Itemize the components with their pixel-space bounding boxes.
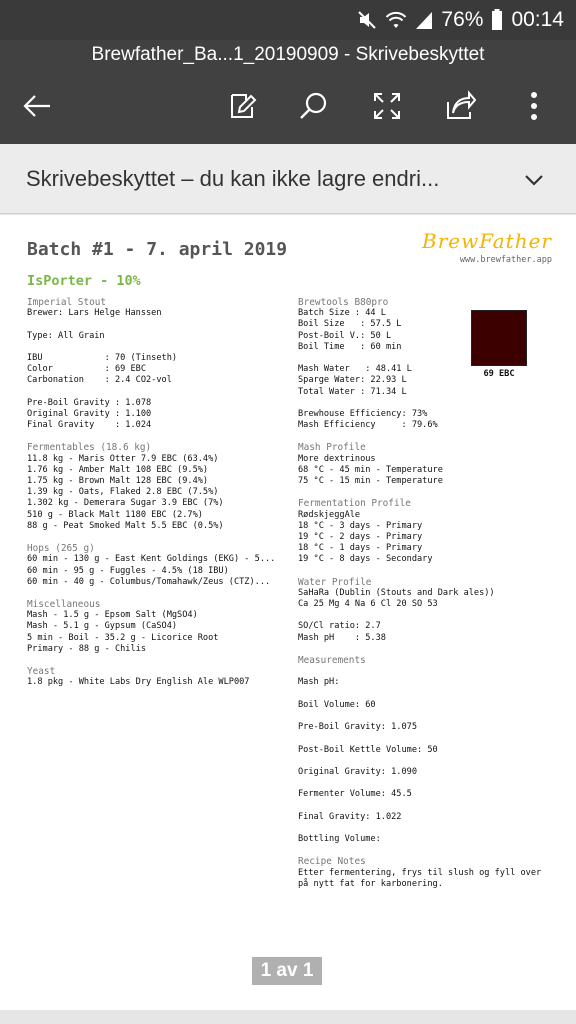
text-line: Type: All Grain	[27, 330, 105, 341]
text-line: Original Gravity : 1.100	[27, 408, 152, 419]
banner-expand-button[interactable]	[522, 168, 546, 192]
recipe-details-column	[27, 297, 275, 689]
search-icon	[297, 90, 329, 122]
edit-button[interactable]	[222, 86, 262, 126]
text-line: Fermenter Volume: 45.5	[298, 789, 412, 800]
text-line: 60 min - 95 g - Fuggles - 4.5% (18 IBU)	[27, 565, 229, 576]
text-line: 18 °C - 3 days - Primary	[298, 520, 423, 531]
back-button[interactable]	[17, 86, 57, 126]
spacer	[298, 823, 541, 834]
status-icons	[357, 6, 564, 34]
fullscreen-button[interactable]	[367, 86, 407, 126]
spacer	[298, 845, 541, 856]
text-line: 11.8 kg - Maris Otter 7.9 EBC (63.4%)	[27, 453, 219, 464]
text-line: Carbonation : 2.4 CO2-vol	[27, 375, 172, 386]
text-line: 19 °C - 2 days - Primary	[298, 531, 423, 542]
status-bar	[0, 0, 576, 40]
text-line: Color : 69 EBC	[27, 364, 146, 375]
brewfather-logo	[422, 229, 552, 265]
spacer	[298, 756, 541, 767]
app-bar	[0, 40, 576, 144]
text-line: Brewhouse Efficiency: 73%	[298, 408, 428, 419]
spacer	[298, 800, 541, 811]
spacer	[298, 644, 541, 655]
text-line: Boil Size : 57.5 L	[298, 319, 402, 330]
more-vert-icon	[529, 91, 539, 121]
text-line: Pre-Boil Gravity: 1.075	[298, 722, 417, 733]
text-line: 1.75 kg - Brown Malt 128 EBC (9.4%)	[27, 476, 209, 486]
chevron-down-icon	[522, 168, 546, 192]
spacer	[298, 778, 541, 789]
text-line: Brewer: Lars Helge Hanssen	[27, 308, 162, 319]
text-line: 60 min - 130 g - East Kent Goldings (EKG) - 5...	[27, 554, 276, 565]
text-line: Mash Water : 48.41 L	[298, 364, 412, 375]
edit-icon	[226, 90, 258, 122]
text-line: RødskjeggAle	[298, 509, 361, 520]
battery-icon	[491, 9, 503, 31]
text-line: Batch Size : 44 L	[298, 308, 386, 319]
text-line: Final Gravity: 1.022	[298, 811, 402, 822]
color-swatch	[471, 310, 527, 366]
text-line: Ca 25 Mg 4 Na 6 Cl 20 SO 53	[298, 599, 438, 610]
bottom-area	[0, 1010, 576, 1024]
expand-icon	[372, 91, 402, 121]
more-options-button[interactable]	[514, 86, 554, 126]
spacer	[298, 733, 541, 744]
spacer	[298, 566, 541, 577]
spacer	[298, 487, 541, 498]
text-line: 75 °C - 15 min - Temperature	[298, 476, 443, 486]
section-heading: Mash Profile	[298, 442, 366, 454]
text-line: IBU : 70 (Tinseth)	[27, 352, 178, 363]
text-line: 88 g - Peat Smoked Malt 5.5 EBC (0.5%)	[27, 520, 224, 531]
search-button[interactable]	[293, 86, 333, 126]
spacer	[27, 342, 275, 353]
equipment-details-column	[298, 297, 541, 890]
text-line: More dextrinous	[298, 453, 376, 464]
spacer	[298, 610, 541, 621]
text-line: Etter fermentering, frys til slush og fyll over	[298, 867, 542, 878]
spacer	[27, 319, 275, 330]
text-line: Post-Boil Kettle Volume: 50	[298, 744, 438, 755]
spacer	[298, 398, 541, 409]
section-heading: Hops (265 g)	[27, 543, 95, 555]
text-line: Boil Time : 60 min	[298, 341, 402, 352]
section-heading: Imperial Stout	[27, 297, 107, 308]
spacer	[298, 711, 541, 722]
document-page[interactable]	[0, 215, 576, 1010]
section-heading: Miscellaneous	[27, 599, 101, 611]
text-line: 1.8 pkg - White Labs Dry English Ale WLP007	[27, 677, 250, 688]
wifi-icon	[385, 10, 407, 30]
text-line: Original Gravity: 1.090	[298, 766, 417, 777]
read-only-banner[interactable]	[0, 144, 576, 214]
section-heading: Yeast	[27, 666, 56, 678]
document-title: Brewfather_Ba...1_20190909 - Skrivebeskyttet	[91, 44, 485, 65]
page-indicator: 1 av 1	[252, 957, 322, 985]
text-line: 68 °C - 45 min - Temperature	[298, 464, 443, 475]
text-line: Mash - 1.5 g - Epsom Salt (MgSO4)	[27, 610, 198, 621]
text-line: 1.302 kg - Demerara Sugar 3.9 EBC (7%)	[27, 498, 224, 509]
spacer	[298, 666, 541, 677]
section-heading: Measurements	[298, 655, 366, 666]
spacer	[27, 431, 275, 442]
text-line: Sparge Water: 22.93 L	[298, 375, 407, 386]
text-line: 18 °C - 1 days - Primary	[298, 543, 423, 554]
text-line: Total Water : 71.34 L	[298, 386, 407, 397]
banner-text: Skrivebeskyttet – du kan ikke lagre endri...	[26, 166, 440, 191]
text-line: Bottling Volume:	[298, 834, 381, 844]
text-line: 19 °C - 8 days - Secondary	[298, 554, 433, 565]
text-line: Mash pH : 5.38	[298, 632, 386, 643]
text-line: Mash - 5.1 g - Gypsum (CaSO4)	[27, 621, 178, 632]
batch-title: Batch #1 - 7. april 2019	[27, 239, 288, 260]
spacer	[27, 387, 275, 398]
text-line: 1.76 kg - Amber Malt 108 EBC (9.5%)	[27, 464, 209, 475]
logo-wordmark: BrewFather	[422, 229, 552, 253]
section-heading: Recipe Notes	[298, 856, 366, 868]
recipe-name: IsPorter - 10%	[27, 273, 141, 289]
text-line: 60 min - 40 g - Columbus/Tomahawk/Zeus (CTZ)...	[27, 576, 271, 587]
text-line: Mash Efficiency : 79.6%	[298, 420, 438, 431]
section-heading: Water Profile	[298, 576, 372, 588]
share-button[interactable]	[440, 86, 480, 126]
clock: 00:14	[511, 8, 564, 31]
share-icon	[444, 90, 476, 122]
text-line: 510 g - Black Malt 1180 EBC (2.7%)	[27, 509, 203, 520]
text-line: SaHaRa (Dublin (Stouts and Dark ales))	[298, 587, 495, 598]
text-line: på nytt fat for karbonering.	[298, 878, 443, 889]
signal-icon	[415, 10, 433, 30]
mute-icon	[357, 10, 377, 30]
color-swatch-label: 69 EBC	[483, 369, 515, 379]
text-line: Final Gravity : 1.024	[27, 420, 152, 431]
spacer	[298, 689, 541, 700]
spacer	[27, 532, 275, 543]
battery-percent: 76%	[441, 8, 484, 31]
section-heading: Brewtools B80pro	[298, 297, 389, 308]
text-line: Boil Volume: 60	[298, 699, 376, 710]
spacer	[27, 588, 275, 599]
section-heading: Fermentables (18.6 kg)	[27, 442, 152, 454]
text-line: Mash pH:	[298, 677, 340, 688]
text-line: 1.39 kg - Oats, Flaked 2.8 EBC (7.5%)	[27, 487, 219, 498]
section-heading: Fermentation Profile	[298, 498, 411, 510]
spacer	[298, 431, 541, 442]
back-arrow-icon	[22, 91, 52, 121]
text-line: SO/Cl ratio: 2.7	[298, 621, 381, 632]
spacer	[27, 655, 275, 666]
text-line: Pre-Boil Gravity : 1.078	[27, 397, 152, 408]
text-line: Post-Boil V.: 50 L	[298, 330, 392, 341]
logo-url: www.brewfather.app	[459, 255, 552, 265]
text-line: 5 min - Boil - 35.2 g - Licorice Root	[27, 632, 219, 643]
text-line: Primary - 88 g - Chilis	[27, 643, 146, 654]
